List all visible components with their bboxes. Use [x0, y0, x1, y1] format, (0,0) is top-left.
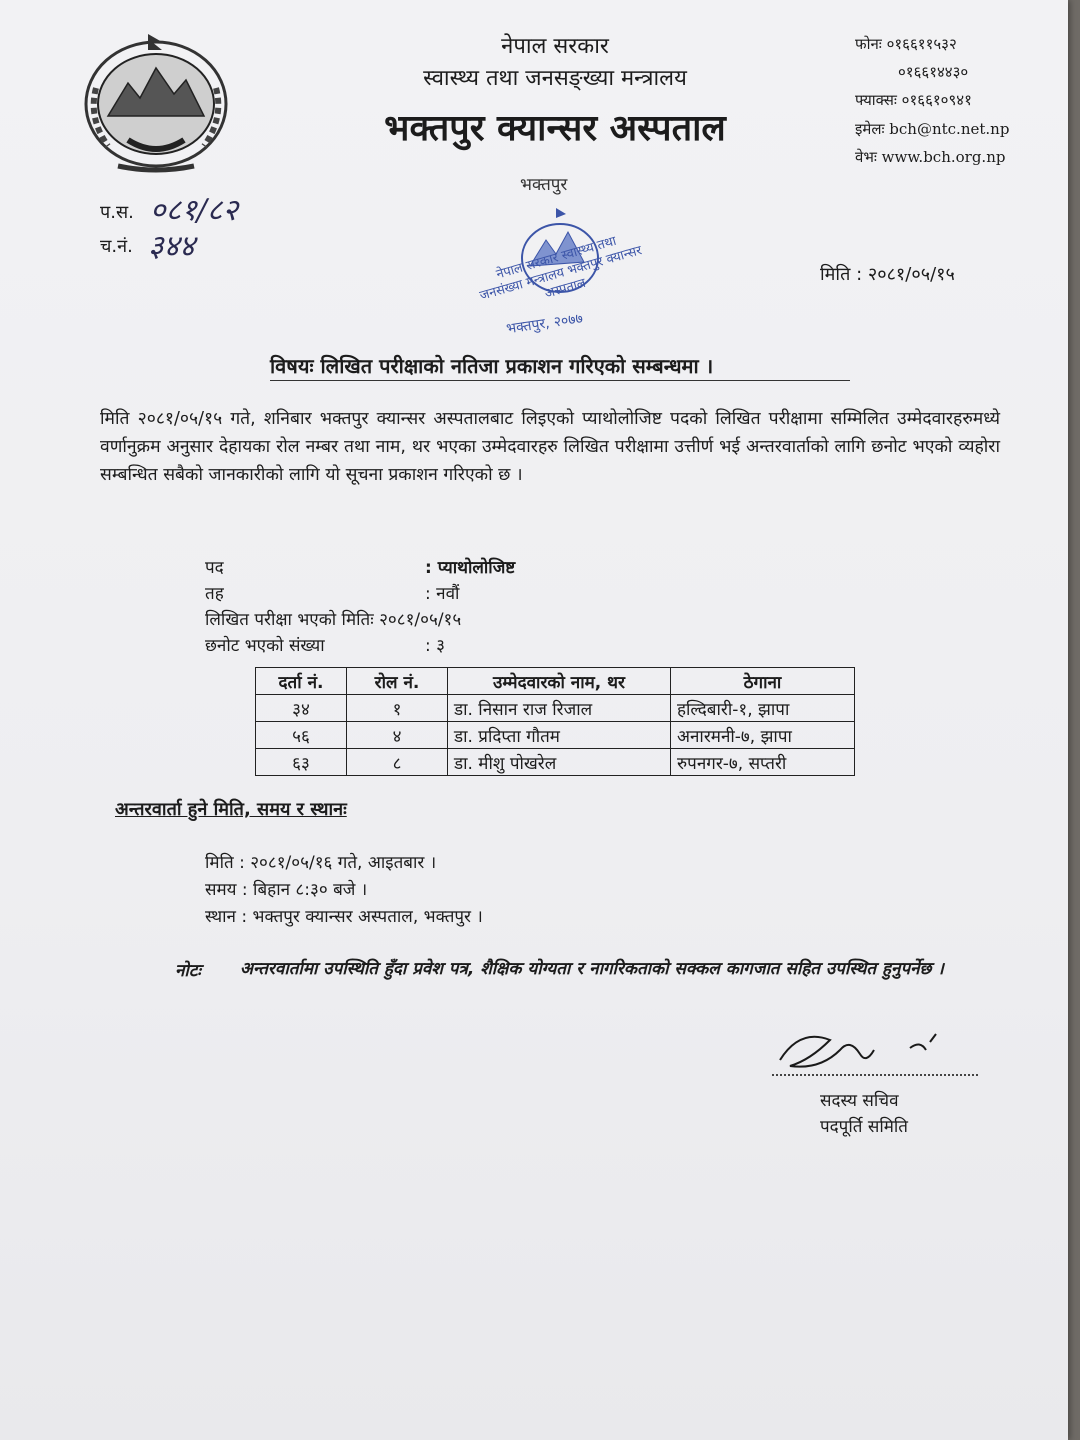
- interview-date: मिति : २०८१/०५/१६ गते, आइतबार ।: [205, 853, 437, 873]
- signer-committee: पदपूर्ति समिति: [820, 1117, 908, 1137]
- cell-candidate-name: डा. निसान राज रिजाल: [448, 695, 671, 722]
- signer-block: [820, 1088, 908, 1140]
- ps-value: ०८१/८२: [150, 193, 239, 228]
- ministry-name: स्वास्थ्य तथा जनसङ्ख्या मन्त्रालय: [423, 66, 687, 91]
- contact-email: इमेलः bch@ntc.net.np: [855, 120, 1010, 138]
- cell-roll-no: ४: [347, 722, 448, 749]
- note-text: अन्तरवार्तामा उपस्थिति हुँदा प्रवेश पत्र, शैक्षिक योग्यता र नागरिकताको सक्कल कागजात सहित उपस्थित हुनुपर्नेछ ।: [240, 959, 944, 979]
- hospital-name: भक्तपुर क्यान्सर अस्पताल: [384, 108, 726, 149]
- post-info-row: [205, 555, 515, 578]
- government-name: नेपाल सरकार: [501, 34, 609, 59]
- post-info-key: छनोट भएको संख्या: [205, 636, 325, 656]
- interview-time: समय : बिहान ८:३० बजे ।: [205, 880, 368, 900]
- stamp-bottom-text: भक्तपुर, २०७७: [505, 310, 584, 338]
- ps-label: प.स.: [100, 202, 134, 223]
- cell-roll-no: १: [347, 695, 448, 722]
- signature-icon: [770, 1020, 950, 1080]
- header-address: ठेगाना: [671, 668, 855, 695]
- stamp-top-text: भक्तपुर: [520, 175, 568, 195]
- cell-registration-no: ६३: [256, 749, 347, 776]
- stamp-ring-text: नेपाल सरकार स्वास्थ्य तथा जनसंख्या मन्त्रालय भक्तपुर क्यान्सर अस्पताल: [478, 233, 644, 304]
- cell-registration-no: ५६: [256, 722, 347, 749]
- contact-phone-2: ०१६६१४४३०: [898, 63, 969, 81]
- table-row: [256, 695, 855, 722]
- note-label: नोटः: [175, 961, 201, 981]
- interview-heading: अन्तरवार्ता हुने मिति, समय र स्थानः: [115, 799, 347, 820]
- header-roll-no: रोल नं.: [347, 668, 448, 695]
- cn-value: ३४४: [148, 229, 195, 264]
- signature-line: [772, 1074, 978, 1076]
- table-row: [256, 722, 855, 749]
- post-info-row: [205, 581, 459, 604]
- cell-address: रुपनगर-७, सप्तरी: [671, 749, 855, 776]
- post-info-value: : ३: [425, 636, 445, 656]
- contact-fax: फ्याक्सः ०१६६१०९४१: [855, 91, 972, 109]
- post-info-row: [205, 633, 445, 656]
- table-header-row: [256, 668, 855, 695]
- post-info-value: : नवौं: [425, 584, 460, 604]
- post-info-key: लिखित परीक्षा भएको मितिः: [205, 610, 374, 630]
- post-info-value: : प्याथोलोजिष्ट: [425, 558, 516, 578]
- post-info-value: २०८१/०५/१५: [379, 610, 462, 630]
- header-registration-no: दर्ता नं.: [256, 668, 347, 695]
- signer-title: सदस्य सचिव: [820, 1091, 899, 1111]
- results-table: [255, 667, 855, 776]
- cell-roll-no: ८: [347, 749, 448, 776]
- cell-candidate-name: डा. प्रदिप्ता गौतम: [448, 722, 671, 749]
- nepal-emblem-icon: [78, 28, 234, 174]
- hospital-stamp: [460, 172, 660, 344]
- post-info-row: [205, 607, 461, 630]
- table-row: [256, 749, 855, 776]
- body-paragraph: मिति २०८१/०५/१५ गते, शनिबार भक्तपुर क्यान्सर अस्पतालबाट लिइएको प्याथोलोजिष्ट पदको लिखित परीक्षामा सम्मिलित उम्मेदवारहरुमध्ये वर्णानुक्रम अनुसार देहायका रोल नम्बर तथा नाम, थर भएका उम्मेदवारहरु लिखित परीक्षामा उत्तीर्ण भई अन्तरवार्ताको लागि छनोट भएको व्यहोरा सम्बन्धित सबैको जानकारीको लागि यो सूचना प्रकाशन गरिएको छ ।: [100, 409, 1000, 485]
- interview-place: स्थान : भक्तपुर क्यान्सर अस्पताल, भक्तपुर ।: [205, 907, 483, 927]
- post-info-key: पद: [205, 558, 224, 578]
- post-info-key: तह: [205, 584, 224, 604]
- cell-address: हल्दिबारी-१, झापा: [671, 695, 855, 722]
- cell-address: अनारमनी-७, झापा: [671, 722, 855, 749]
- header-candidate-name: उम्मेदवारको नाम, थर: [448, 668, 671, 695]
- cell-candidate-name: डा. मीशु पोखरेल: [448, 749, 671, 776]
- cell-registration-no: ३४: [256, 695, 347, 722]
- contact-phone: फोनः ०१६६११५३२: [855, 35, 957, 53]
- contact-web: वेभः www.bch.org.np: [855, 148, 1006, 166]
- subject-line: विषयः लिखित परीक्षाको नतिजा प्रकाशन गरिएको सम्बन्धमा ।: [270, 352, 850, 381]
- cn-label: च.नं.: [100, 236, 133, 257]
- document-date: मिति : २०८१/०५/१५: [820, 264, 955, 285]
